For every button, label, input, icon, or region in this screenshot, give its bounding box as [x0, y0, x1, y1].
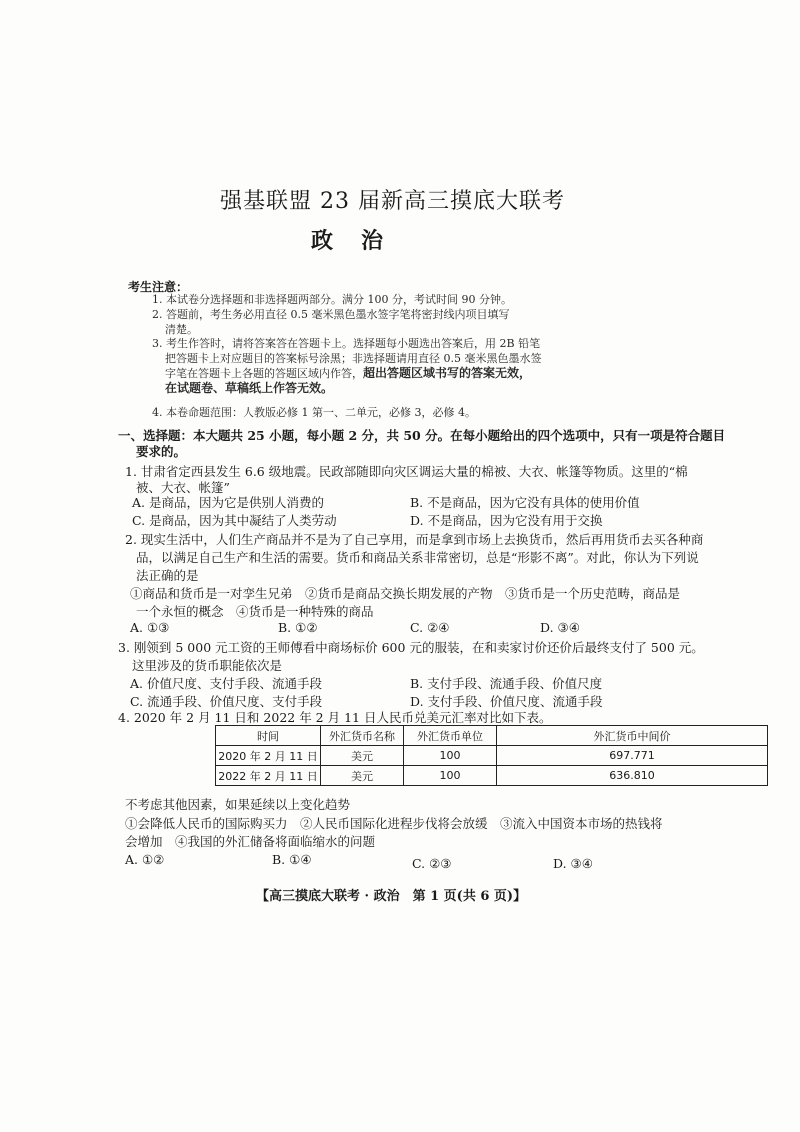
q2-statements-1: ①商品和货币是一对孪生兄弟 ②货币是商品交换长期发展的产物 ③货币是一个历史范畴，商品是	[130, 586, 681, 601]
notes-heading: 考生注意：	[128, 280, 189, 294]
q2-stem-2: 品，以满足自己生产和生活的需要。货币和商品关系非常密切，总是“形影不离”。对此，你认为下列说	[136, 550, 699, 565]
table-cell: 100	[404, 746, 497, 766]
table-header-cell: 外汇货币名称	[321, 726, 404, 746]
table-cell: 100	[404, 766, 497, 786]
q1-option-c: C. 是商品，因为其中凝结了人类劳动	[132, 513, 337, 528]
section-heading: 一、选择题：本大题共 25 小题，每小题 2 分，共 50 分。在每小题给出的四个选项中，只有一项是符合题目	[118, 428, 726, 443]
q3-option-a: A. 价值尺度、支付手段、流通手段	[130, 676, 322, 691]
section-heading-cont: 要求的。	[136, 444, 187, 459]
q2-option-b: B. ①②	[278, 620, 318, 635]
q4-option-c: C. ②③	[412, 856, 452, 871]
q4-statements-2: 会增加 ④我国的外汇储备将面临缩水的问题	[125, 834, 376, 849]
note-line-3b: 把答题卡上对应题目的答案标号涂黑；非选择题请用直径 0.5 毫米黑色墨水签	[165, 352, 542, 365]
q4-option-d: D. ③④	[553, 856, 593, 871]
q4-option-a: A. ①②	[125, 852, 165, 867]
q3-option-c: C. 流通手段、价值尺度、支付手段	[130, 694, 323, 709]
table-row	[216, 746, 768, 766]
table-header-row	[216, 726, 768, 746]
q2-stem-3: 法正确的是	[136, 568, 199, 583]
q4-option-b: B. ①④	[272, 852, 312, 867]
exchange-rate-table	[215, 725, 768, 786]
note-line-3c-text: 字笔在答题卡上各题的答题区域内作答，	[165, 367, 363, 380]
note-line-3: 3. 考生作答时，请将答案答在答题卡上。选择题每小题选出答案后，用 2B 铅笔	[152, 337, 541, 350]
page-footer: 【高三摸底大联考 · 政治 第 1 页(共 6 页)】	[256, 889, 527, 904]
table-cell: 2022 年 2 月 11 日	[216, 766, 321, 786]
q4-lead: 不考虑其他因素，如果延续以上变化趋势	[125, 797, 351, 812]
note-line-3c	[165, 366, 531, 381]
q3-stem-2: 这里涉及的货币职能依次是	[132, 658, 283, 673]
q1-stem-2: 被、大衣、帐篷”	[136, 480, 230, 495]
subject-title: 政治	[311, 228, 412, 254]
table-cell: 美元	[321, 746, 404, 766]
q1-option-d: D. 不是商品，因为它没有用于交换	[410, 513, 603, 528]
q1-option-b: B. 不是商品，因为它没有具体的使用价值	[410, 495, 640, 510]
note-warning-2: 在试题卷、草稿纸上作答无效。	[165, 381, 334, 395]
q4-stem: 4. 2020 年 2 月 11 日和 2022 年 2 月 11 日人民币兑美元汇率对比如下表。	[118, 710, 552, 725]
q2-statements-2: 一个永恒的概念 ④货币是一种特殊的商品	[136, 604, 374, 619]
q2-option-c: C. ②④	[410, 620, 450, 635]
q3-stem-1: 3. 刚领到 5 000 元工资的王师傅看中商场标价 600 元的服装，在和卖家讨价还价后最终支付了 500 元。	[118, 640, 704, 655]
note-line-2b: 清楚。	[165, 323, 198, 336]
table-cell: 2020 年 2 月 11 日	[216, 746, 321, 766]
table-cell: 636.810	[497, 766, 768, 786]
exam-title: 强基联盟 23 届新高三摸底大联考	[220, 189, 565, 214]
table-row	[216, 766, 768, 786]
q2-option-a: A. ①③	[130, 620, 170, 635]
note-line-2: 2. 答题前，考生务必用直径 0.5 毫米黑色墨水签字笔将密封线内项目填写	[152, 308, 510, 321]
note-line-1: 1. 本试卷分选择题和非选择题两部分。满分 100 分，考试时间 90 分钟。	[152, 293, 512, 306]
q3-option-d: D. 支付手段、价值尺度、流通手段	[410, 694, 603, 709]
table-header-cell: 时间	[216, 726, 321, 746]
table-cell: 美元	[321, 766, 404, 786]
note-line-4: 4. 本卷命题范围：人教版必修 1 第一、二单元，必修 3，必修 4。	[152, 406, 476, 419]
q1-option-a: A. 是商品，因为它是供别人消费的	[132, 495, 324, 510]
table-header-cell: 外汇货币中间价	[497, 726, 768, 746]
q4-statements-1: ①会降低人民币的国际购买力 ②人民币国际化进程步伐将会放缓 ③流入中国资本市场的热钱将	[125, 816, 663, 831]
note-warning-1: 超出答题区域书写的答案无效，	[363, 366, 532, 380]
q2-option-d: D. ③④	[540, 620, 580, 635]
table-header-cell: 外汇货币单位	[404, 726, 497, 746]
q3-option-b: B. 支付手段、流通手段、价值尺度	[410, 676, 603, 691]
q2-stem-1: 2. 现实生活中，人们生产商品并不是为了自己享用，而是拿到市场上去换货币，然后再用货币去买各种商	[125, 532, 704, 547]
q1-stem-1: 1. 甘肃省定西县发生 6.6 级地震。民政部随即向灾区调运大量的棉被、大衣、帐篷等物质。这里的“棉	[125, 464, 688, 479]
table-cell: 697.771	[497, 746, 768, 766]
